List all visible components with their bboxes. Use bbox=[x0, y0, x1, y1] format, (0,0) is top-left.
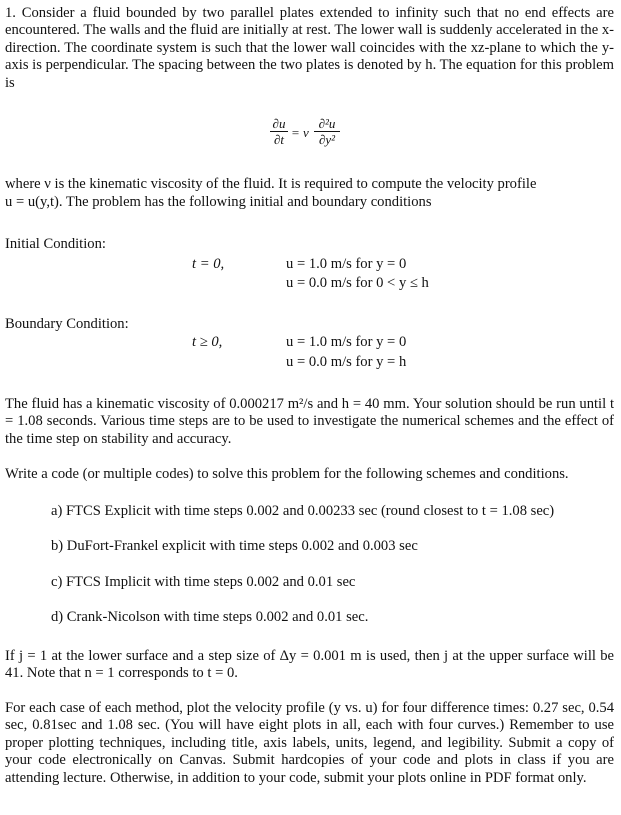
lhs-denominator: ∂t bbox=[273, 132, 285, 147]
grid-paragraph: If j = 1 at the lower surface and a step size of Δy = 0.001 m is used, then j at the upper surface will be 41. Note that n = 1 corresponds to t = 0. bbox=[5, 648, 614, 682]
equals-nu: = ν bbox=[291, 125, 309, 140]
boundary-condition-label: Boundary Condition: bbox=[5, 316, 129, 332]
boundary-condition-2: u = 0.0 m/s for y = h bbox=[286, 354, 407, 370]
fluid-paragraph: The fluid has a kinematic viscosity of 0.000217 m²/s and h = 40 mm. Your solution should be run until t = 1.08 seconds. Various time steps are to be used to investigate the numerical schemes and the effect of the time step on stability and accuracy. bbox=[5, 396, 614, 447]
scheme-item-c: c) FTCS Implicit with time steps 0.002 and 0.01 sec bbox=[51, 574, 356, 590]
initial-condition-1: u = 1.0 m/s for y = 0 bbox=[286, 256, 407, 272]
rhs-numerator: ∂²u bbox=[314, 116, 340, 132]
rhs-denominator: ∂y² bbox=[318, 132, 336, 147]
boundary-time: t ≥ 0, bbox=[192, 334, 223, 350]
plotting-paragraph: For each case of each method, plot the velocity profile (y vs. u) for four difference times: 0.27 sec, 0.54 sec, 0.81sec and 1.08 sec. (You will have eight plots in all, each with four curves.) Remember to use proper plotting techniques, including title, axis labels, units, legend, and legibility. Submit a copy of your code electronically on Canvas. Submit hardcopies of your code and plots in class if you are attending lecture. Otherwise, in addition to your code, submit your plots online in PDF format only. bbox=[5, 700, 614, 786]
scheme-item-d: d) Crank-Nicolson with time steps 0.002 and 0.01 sec. bbox=[51, 609, 369, 625]
problem-intro: 1. Consider a fluid bounded by two parallel plates extended to infinity such that no end effects are encountered. The walls and the fluid are initially at rest. The lower wall is suddenly accelerated in the x-direction. The coordinate system is such that the lower wall coincides with the xz-plane to which the y-axis is perpendicular. The spacing between the two plates is denoted by h. The equation for this problem is bbox=[5, 5, 614, 91]
lhs-fraction bbox=[270, 116, 288, 147]
boundary-condition-1: u = 1.0 m/s for y = 0 bbox=[286, 334, 407, 350]
scheme-item-b: b) DuFort-Frankel explicit with time steps 0.002 and 0.003 sec bbox=[51, 538, 418, 554]
rhs-fraction bbox=[314, 116, 340, 147]
initial-time: t = 0, bbox=[192, 256, 225, 272]
write-code-line: Write a code (or multiple codes) to solve this problem for the following schemes and conditions. bbox=[5, 466, 569, 482]
heat-equation bbox=[270, 116, 350, 162]
scheme-item-a: a) FTCS Explicit with time steps 0.002 and 0.00233 sec (round closest to t = 1.08 sec) bbox=[51, 503, 555, 519]
where-line-2: u = u(y,t). The problem has the following initial and boundary conditions bbox=[5, 194, 432, 210]
where-line-1: where ν is the kinematic viscosity of the fluid. It is required to compute the velocity profile bbox=[5, 176, 537, 192]
initial-condition-label: Initial Condition: bbox=[5, 236, 106, 252]
lhs-numerator: ∂u bbox=[270, 116, 288, 132]
initial-condition-2: u = 0.0 m/s for 0 < y ≤ h bbox=[286, 275, 429, 291]
